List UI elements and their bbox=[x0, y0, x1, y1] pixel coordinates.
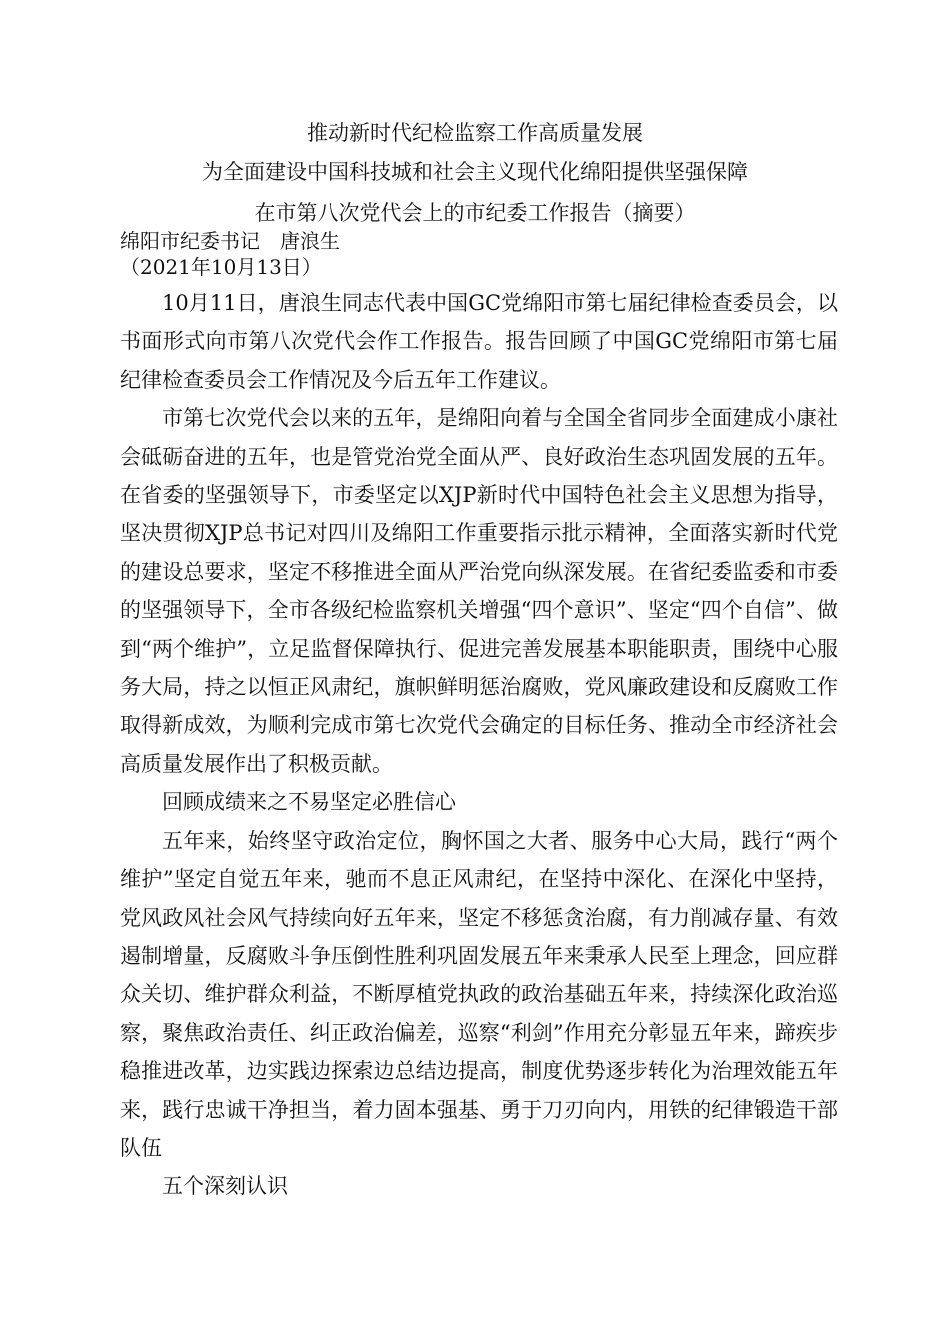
date-line: （2021年10月13日） bbox=[120, 255, 322, 279]
section-heading-five-understandings: 五个深刻认识 bbox=[162, 1174, 288, 1199]
document-title-line-1: 推动新时代纪检监察工作高质量发展 bbox=[307, 121, 643, 145]
paragraph-intro: 10月11日，唐浪生同志代表中国GC党绵阳市第七届纪律检查委员会，以书面形式向市第八次党代会作工作报告。报告回顾了中国GC党绵阳市第七届纪律检查委员会工作情况及今后五年工作建议。 bbox=[120, 291, 838, 392]
section-heading-review: 回顾成绩来之不易坚定必胜信心 bbox=[162, 790, 456, 815]
paragraph-five-years: 市第七次党代会以来的五年，是绵阳向着与全国全省同步全面建成小康社会砥砺奋进的五年，也是管党治党全面从严、良好政治生态巩固发展的五年。在省委的坚强领导下，市委坚定以XJP新时代中国特色社会主义思想为指导，坚决贯彻XJP总书记对四川及绵阳工作重要指示批示精神，全面落实新时代党的建设总要求，坚定不移推进全面从严治党向纵深发展。在省纪委监委和市委的坚强领导下，全市各级纪检监察机关增强“四个意识”、坚定“四个自信”、做到“两个维护”，立足监督保障执行、促进完善发展基本职能职责，围绕中心服务大局，持之以恒正风肃纪，旗帜鲜明惩治腐败，党风廉政建设和反腐败工作取得新成效，为顺利完成市第七次党代会确定的目标任务、推动全市经济社会高质量发展作出了积极贡献。 bbox=[120, 406, 838, 776]
document-title-line-3: 在市第八次党代会上的市纪委工作报告（摘要） bbox=[254, 201, 696, 225]
document-body bbox=[120, 284, 838, 1206]
author-line: 绵阳市纪委书记 唐浪生 bbox=[120, 229, 340, 253]
document-title-line-2: 为全面建设中国科技城和社会主义现代化绵阳提供坚强保障 bbox=[202, 160, 748, 184]
paragraph-achievements: 五年来，始终坚守政治定位，胸怀国之大者、服务中心大局，践行“两个维护”坚定自觉五年来，驰而不息正风肃纪，在坚持中深化、在深化中坚持，党风政风社会风气持续向好五年来，坚定不移惩贪治腐，有力削减存量、有效遏制增量，反腐败斗争压倒性胜利巩固发展五年来秉承人民至上理念，回应群众关切、维护群众利益，不断厚植党执政的政治基础五年来，持续深化政治巡察，聚焦政治责任、纠正政治偏差，巡察“利剑”作用充分彰显五年来，蹄疾步稳推进改革，边实践边探索边总结边提高，制度优势逐步转化为治理效能五年来，践行忠诚干净担当，着力固本强基、勇于刀刃向内，用铁的纪律锻造干部队伍 bbox=[120, 828, 838, 1160]
